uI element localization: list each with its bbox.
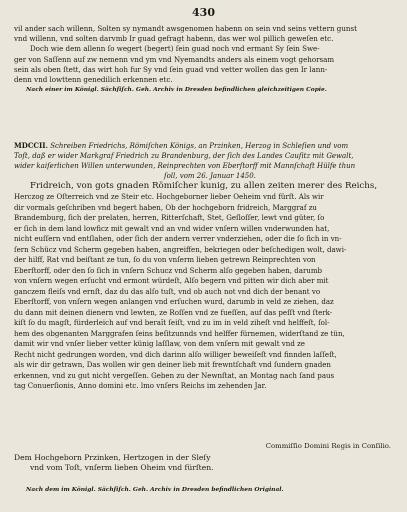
address-block bbox=[14, 453, 397, 474]
body-line: Fridreich, von gots gnaden Römiſcher kunig, zu allen zeiten merer des Reichs, bbox=[30, 181, 378, 191]
body-line: nicht euſſern vnd entſlahen, oder ſich der andern verrer vnderziehen, oder die ſo ſich in vn- bbox=[14, 234, 342, 243]
body-line: tag Conuerſionis, Anno domini etc. lmo vnſers Reichs im zehenden Jar. bbox=[14, 381, 267, 390]
commissio-note: Commiſſio Domini Regis in Conſilio. bbox=[265, 442, 391, 450]
body-line: du dann mit deinen dienern vnd lewten, ze Roſſen vnd ze fueſſen, auf das peſſt vnd ſterk- bbox=[14, 307, 333, 317]
body-line: Eberſtorff, von vnſern wegen anlangen vnd erſuchen wurd, darumb in veld ze ziehen, daz bbox=[14, 297, 334, 306]
body-line: Recht nicht gedrungen worden, vnd dich darinn alſo williger beweiſeſt vnd finnden laſſeſt, bbox=[14, 349, 337, 359]
address-line: Dem Hochgeborn Przinken, Hertzogen in der Sleſy bbox=[14, 453, 211, 462]
text-line: vil ander sach willenn, Solten sy nymandt awsgenomen habenn on sein vnd seins vettern gunst bbox=[14, 24, 357, 33]
document-heading bbox=[14, 141, 397, 181]
body-line: ſern Schücz vnd Scherm gegeben haben, angreiffen, bekriegen oder beſchedigen wolt, dawi- bbox=[14, 244, 347, 254]
heading-line: Toſt, daß er wider Markgraf Friedrich zu Brandenburg, der ſich des Landes Cauſitz mit Gewalt, bbox=[14, 152, 354, 160]
continuation-text bbox=[14, 24, 397, 94]
address-line: vnd vom Toſt, vnſerm lieben Oheim vnd fürſten. bbox=[30, 463, 214, 473]
body-line: Herczog ze Oſterreich vnd ze Steir etc. Hochgeborner lieber Oeheim vnd fürſt. Als wir bbox=[14, 192, 324, 201]
body-line: Brandemburg, ſich der prelaten, herren, Ritterſchaft, Stet, Geſloſſer, lewt vnd güter, ſo bbox=[14, 213, 325, 222]
heading-text: Schreiben Friedrichs, Römiſchen Königs, an Przinken, Herzog in Schleſien und vom bbox=[50, 142, 349, 150]
body-line: hem des obgenanten Marggrafen ſeins beſitzunnds vnd helffer fürnemen, widerſtand ze tün, bbox=[14, 328, 345, 338]
document-number: MDCCII. bbox=[14, 141, 48, 150]
text-line: vnd willenn, vnd solten darvmb Ir guad gefragt habenn, das wer wol pillich geweſen etc. bbox=[14, 34, 334, 44]
letter-body bbox=[14, 181, 397, 392]
heading-line bbox=[14, 141, 397, 151]
body-line: ganczem fleiſs vnd ernſt, daz du das alſo tuſt, vnd ob auch not vnd dich der benant vo bbox=[14, 286, 321, 296]
text-line: Doch wie dem allenn ſo wegert (begert) ſein guad noch vnd ermant Sy ſein Swe- bbox=[30, 44, 320, 54]
body-line: er ſich in dem land lowficz mit gewalt vnd an vnd wider vnſern willen vnderwunden hat, bbox=[14, 223, 330, 233]
body-line: kiſt ſo du magſt, fürderleich auf vnd beraît ſeiſt, vnd zu im in veld ziheſt vnd helffeſt, ſol- bbox=[14, 318, 330, 327]
body-line: erkennen, vnd zu gut nicht vergeſſen. Geben zu der Newnſtat, an Montag nach ſand paus bbox=[14, 370, 335, 380]
source-note: Nach einer im Königl. Sächſiſch. Geh. Archiv in Dresden befindlichen gleichzeitigen Copie. bbox=[26, 86, 327, 94]
heading-line: wider kaiſerlichen Willen unterwunden, Reinprechten von Eberſtorff mit Mannſchaft Hülfe thun bbox=[14, 162, 356, 170]
text-line: ger von Saſſenn auf zw nemenn vnd ym vnd Nyemandts anders als einem vogt gehorsam bbox=[14, 54, 335, 64]
source-note-original: Nach dem im Königl. Sächſiſch. Geh. Archiv in Dresden befindlichen Original. bbox=[26, 486, 284, 493]
body-line: damit wir vnd vnſer lieber vetter künig laſſlaw, von dem vnſern mit gewalt vnd ze bbox=[14, 339, 305, 348]
body-line: der hilff, Rat vnd beiſtant ze tun, ſo du von vnſerm lieben getrewn Reinprechten von bbox=[14, 255, 316, 264]
body-line: von vnſern wegen erſucht vnd ermont würdeſt, Alſo begern vnd pitten wir dich aber mit bbox=[14, 276, 329, 285]
body-line: als wir dir getrawn, Das wollen wir gen deiner lieb mit frewntſchaft vnd ſundern gnaden bbox=[14, 360, 331, 369]
text-line: denn vnd lowttenn genedilich erkennen etc. bbox=[14, 75, 173, 85]
body-line: dir vormals geſchriben vnd begert haben, Ob der hochgeborn fridreich, Marggraf zu bbox=[14, 202, 317, 212]
page-number: 430 bbox=[192, 6, 215, 19]
body-line: Eberſtorff, oder den ſo ſich in vnſern Schucz vnd Scherm alſo gegeben haben, darumb bbox=[14, 265, 323, 275]
text-line: sein als oben ſtett, das wirt hoh fur Sy vnd ſein guad vnd vetter wollen das gen Ir lann- bbox=[14, 64, 328, 74]
heading-line: ſoll, vom 26. Januar 1450. bbox=[164, 172, 256, 180]
